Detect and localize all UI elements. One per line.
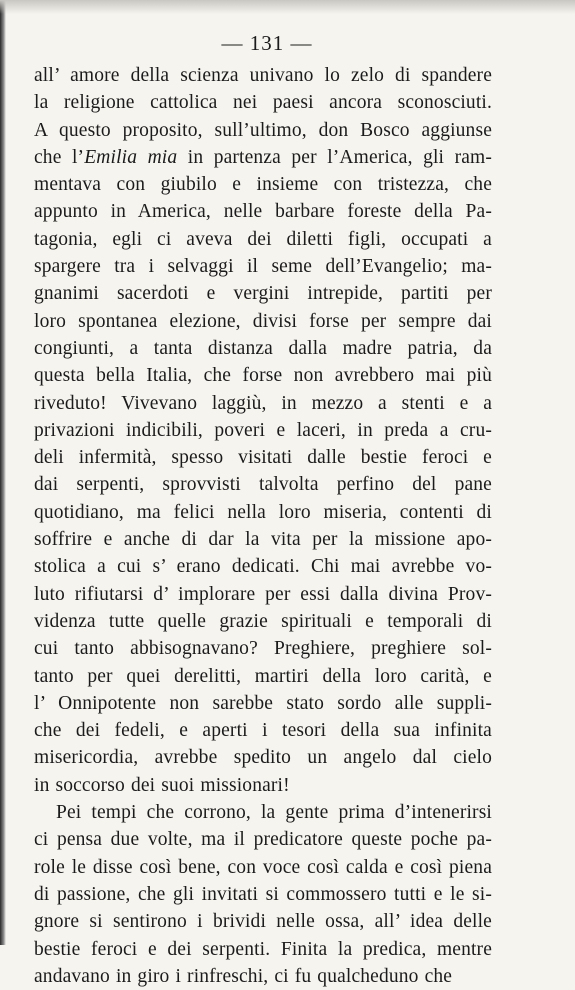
text-line: tagonia, egli ci aveva dei diletti figli, occupati a xyxy=(34,228,492,250)
text-line: misericordia, avrebbe spedito un angelo dal cielo xyxy=(34,747,492,769)
text-line: deli infermità, spesso visitati dalle bestie feroci e xyxy=(34,447,492,469)
text-line: gnanimi sacerdoti e vergini intrepide, partiti per xyxy=(34,283,492,305)
text-line: dai serpenti, sprovvisti talvolta perfino del pane xyxy=(34,474,492,496)
page-number: — 131 — xyxy=(221,31,313,55)
text-line: bestie feroci e dei serpenti. Finita la predica, mentre xyxy=(34,938,492,960)
text-line: all’ amore della scienza univano lo zelo di spandere xyxy=(34,65,492,86)
text-line: privazioni indicibili, poveri e laceri, in preda a cru- xyxy=(34,419,492,441)
text-line: appunto in America, nelle barbare foreste della Pa- xyxy=(34,201,492,223)
text-line: congiunti, a tanta distanza dalla madre patria, da xyxy=(34,337,492,359)
text-line: quotidiano, ma felici nella loro miseria, contenti di xyxy=(34,501,492,523)
text-line: spargere tra i selvaggi il seme dell’Evangelio; ma- xyxy=(34,256,492,278)
text-line: la religione cattolica nei paesi ancora sconosciuti. xyxy=(34,92,492,114)
text-line: l’ Onnipotente non sarebbe stato sordo alle suppli- xyxy=(34,692,492,714)
text-line: videnza tutte quelle grazie spirituali e temporali di xyxy=(34,610,492,632)
scan-binding-edge xyxy=(0,0,6,945)
text-line: luto rifiutarsi d’ implorare per essi dalla divina Prov- xyxy=(34,583,492,605)
text-line: riveduto! Vivevano laggiù, in mezzo a stenti e a xyxy=(34,392,492,414)
text-line: di passione, che gli invitati si commossero tutti e le si- xyxy=(34,883,492,905)
text-line: questa bella Italia, che forse non avrebbero mai più xyxy=(34,365,492,387)
text-line: loro spontanea elezione, divisi forse per sempre dai xyxy=(34,310,492,332)
text-line: role le disse così bene, con voce così calda e così piena xyxy=(34,856,492,878)
text-line: stolica a cui s’ erano dedicati. Chi mai avrebbe vo- xyxy=(34,556,492,578)
page-body-text xyxy=(34,62,492,990)
text-line: andavano in giro i rinfreschi, ci fu qualcheduno che xyxy=(34,965,453,987)
text-line: ci pensa due volte, ma il predicatore queste poche pa- xyxy=(34,829,492,851)
text-line: in soccorso dei suoi missionari! xyxy=(34,774,290,796)
text-line: A questo proposito, sull’ultimo, don Bosco aggiunse xyxy=(34,119,492,141)
text-line: gnore si sentirono i brividi nelle ossa, all’ idea delle xyxy=(34,911,492,933)
text-line: soffrire e anche di dar la vita per la missione apo- xyxy=(34,529,492,551)
scan-top-shadow xyxy=(0,0,575,14)
text-line: cui tanto abbisognavano? Preghiere, preghiere sol- xyxy=(34,638,492,660)
text-line: che l’Emilia mia in partenza per l’America, gli ram- xyxy=(34,146,493,168)
book-page xyxy=(34,28,492,990)
text-line: Pei tempi che corrono, la gente prima d’intenerirsi xyxy=(56,802,492,824)
text-line: tanto per quei derelitti, martiri della loro carità, e xyxy=(34,665,492,687)
text-line: che dei fedeli, e aperti i tesori della sua infinita xyxy=(34,720,492,742)
text-line: mentava con giubilo e insieme con tristezza, che xyxy=(34,174,492,196)
